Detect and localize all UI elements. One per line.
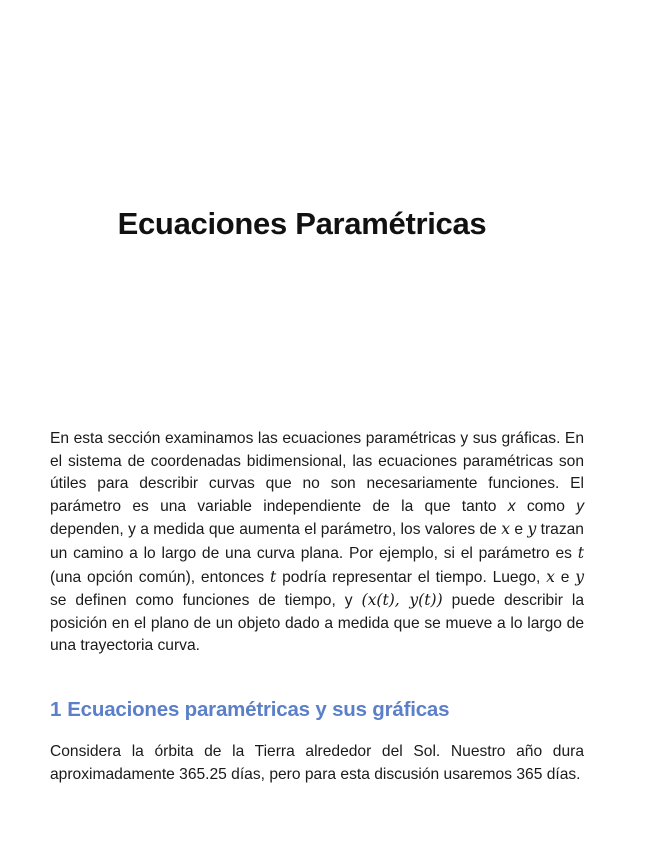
intro-text: como (515, 497, 577, 515)
math-t: t (270, 567, 277, 586)
intro-text: puede describir la posición en el plano de un objeto dado a medida que se mueve a lo largo de una trayectoria curva. (50, 592, 584, 655)
page-title: Ecuaciones Paramétricas (117, 206, 487, 241)
intro-text: En esta sección examinamos las ecuaciones paramétricas y sus gráficas. En el sistema de coordenadas bidimensional, las ecuaciones paramétricas son útiles para describir curvas que no son necesariamente funciones. El parámetro es una variable independiente de la que tanto (50, 430, 584, 515)
section-number: 1 (50, 698, 62, 721)
math-t: t (577, 543, 584, 562)
variable-x: x (507, 497, 516, 515)
math-parametric-point: (x(t), y(t)) (361, 591, 443, 610)
intro-text: e (510, 521, 528, 539)
math-y: y (575, 567, 584, 586)
intro-text: (una opción común), entonces (50, 568, 271, 586)
variable-y: y (576, 497, 585, 515)
intro-text: dependen, y a medida que aumenta el parámetro, los valores de (50, 521, 502, 539)
intro-text: trazan un camino a lo largo de una curva plana. Por ejemplo, si el parámetro es (50, 521, 584, 562)
section-heading (50, 698, 449, 722)
intro-text: podría representar el tiempo. Luego, (276, 568, 547, 586)
intro-paragraph (50, 428, 584, 658)
section-paragraph: Considera la órbita de la Tierra alrededor del Sol. Nuestro año dura aproximadamente 365.25 días, pero para esta discusión usaremos 365 días. (50, 743, 584, 783)
section-title: Ecuaciones paramétricas y sus gráficas (67, 698, 450, 721)
intro-text: se definen como funciones de tiempo, y (50, 592, 362, 610)
math-x: x (546, 567, 555, 586)
math-y: y (527, 520, 537, 539)
intro-text: e (554, 568, 576, 586)
math-x: x (501, 520, 511, 539)
